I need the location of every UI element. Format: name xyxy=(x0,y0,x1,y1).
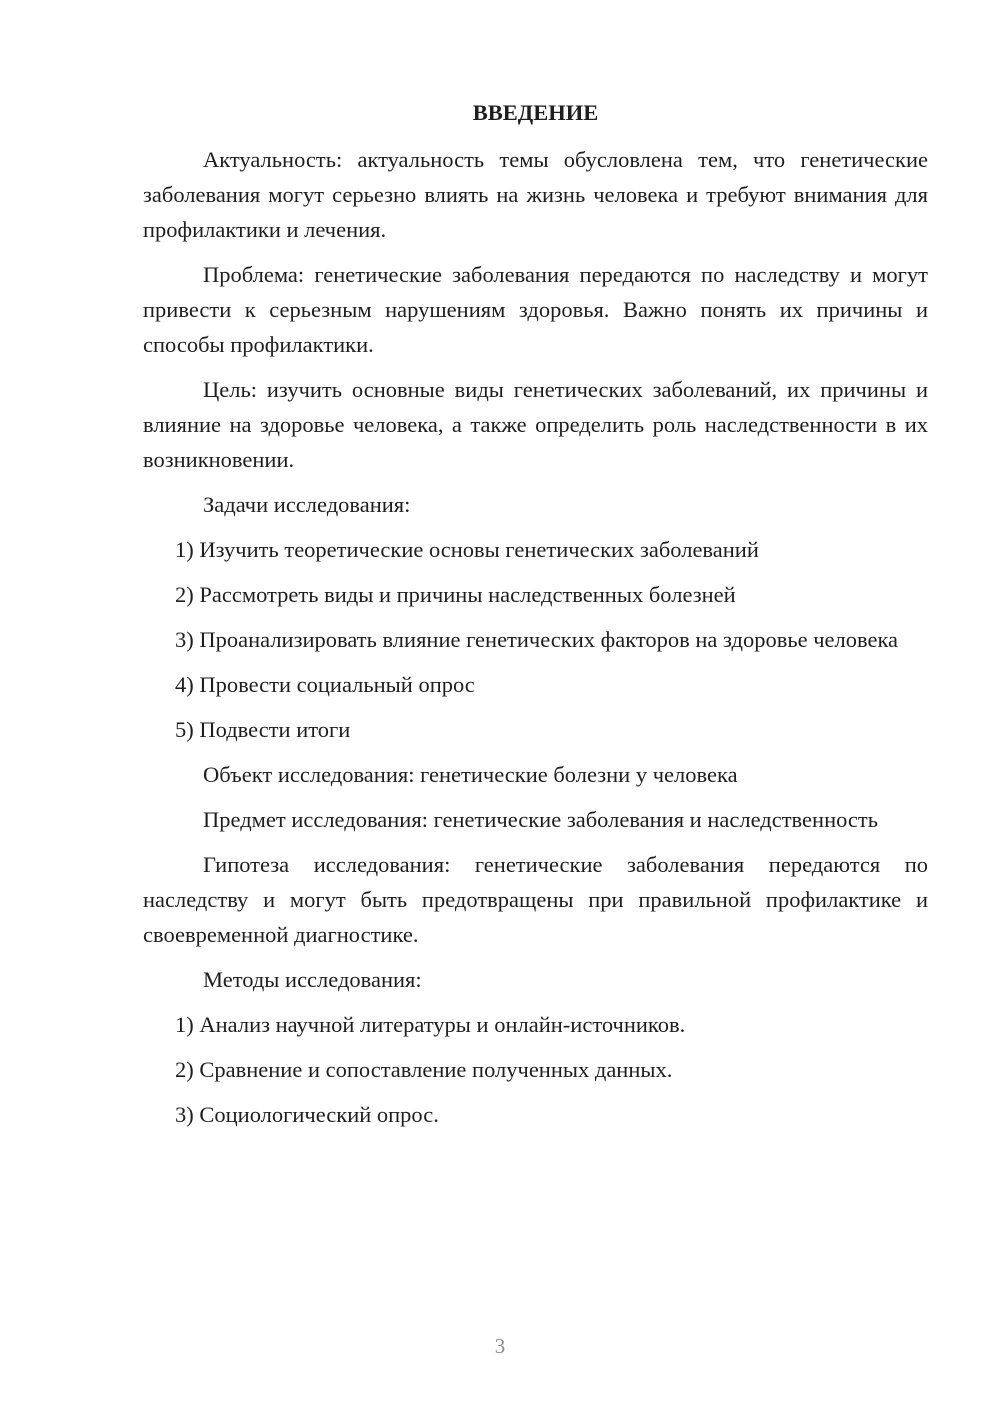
goal-paragraph: Цель: изучить основные виды генетических заболеваний, их причины и влияние на здоровье человека, а также определить роль наследственности в их возникновении. xyxy=(143,377,928,472)
tasks-heading: Задачи исследования: xyxy=(203,492,411,517)
object-paragraph: Объект исследования: генетические болезни у человека xyxy=(203,762,738,787)
section-title: ВВЕДЕНИЕ xyxy=(472,100,599,125)
problem-paragraph: Проблема: генетические заболевания передаются по наследству и могут привести к серьезным нарушениям здоровья. Важно понять их причины и способы профилактики. xyxy=(143,262,928,357)
task-item: 3) Проанализировать влияние генетических факторов на здоровье человека xyxy=(175,627,899,652)
hypothesis-paragraph: Гипотеза исследования: генетические заболевания передаются по наследству и могут быть предотвращены при правильной профилактике и своевременной диагностике. xyxy=(143,852,928,947)
page-content xyxy=(143,95,928,1142)
methods-heading: Методы исследования: xyxy=(203,967,422,992)
method-item: 1) Анализ научной литературы и онлайн-источников. xyxy=(175,1012,686,1037)
relevance-paragraph: Актуальность: актуальность темы обусловлена тем, что генетические заболевания могут серьезно влиять на жизнь человека и требуют внимания для профилактики и лечения. xyxy=(143,147,928,242)
subject-paragraph: Предмет исследования: генетические заболевания и наследственность xyxy=(203,807,878,832)
task-item: 4) Провести социальный опрос xyxy=(175,672,475,697)
page-number: 3 xyxy=(494,1334,506,1358)
method-item: 3) Социологический опрос. xyxy=(175,1102,439,1127)
task-item: 1) Изучить теоретические основы генетических заболеваний xyxy=(175,537,759,562)
task-item: 2) Рассмотреть виды и причины наследственных болезней xyxy=(175,582,736,607)
task-item: 5) Подвести итоги xyxy=(175,717,351,742)
method-item: 2) Сравнение и сопоставление полученных данных. xyxy=(175,1057,673,1082)
